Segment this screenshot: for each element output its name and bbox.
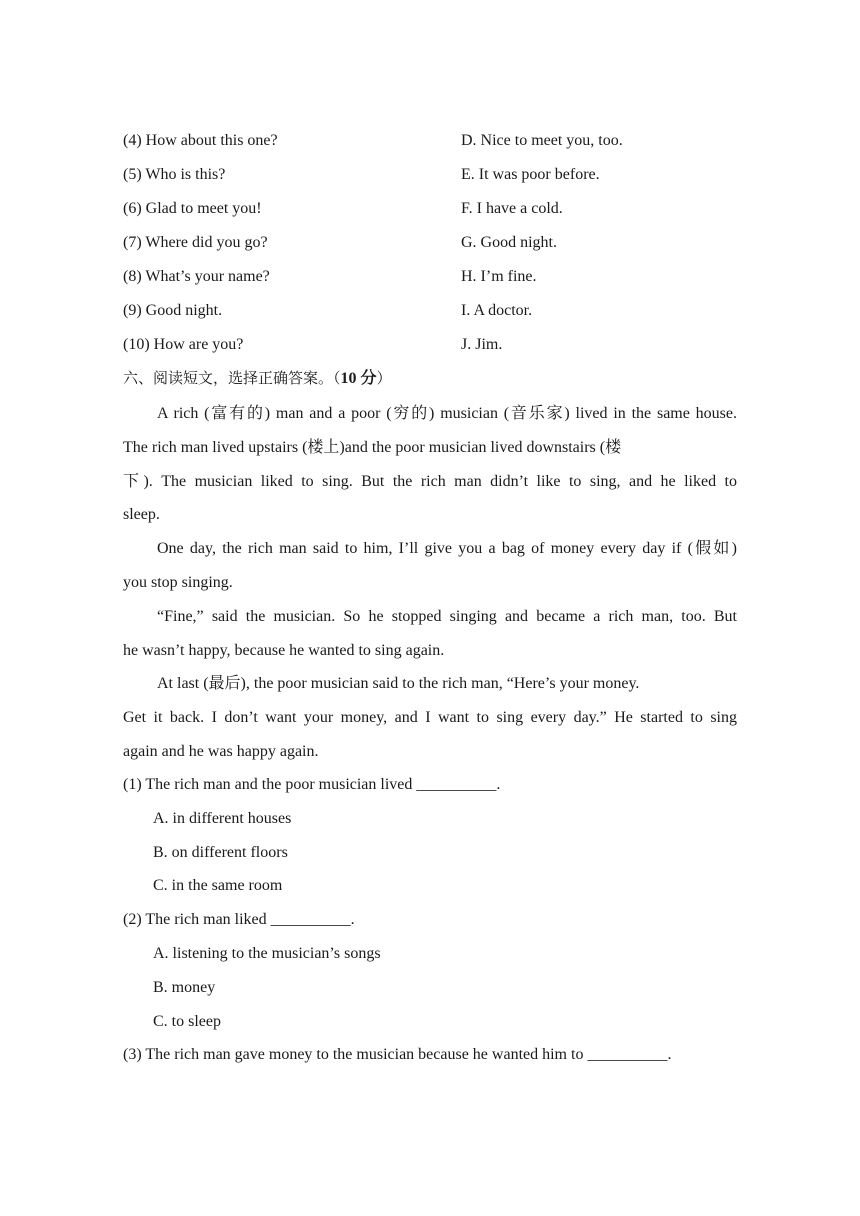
answer-option: F. I have a cold. <box>461 200 563 217</box>
question-item: (8) What’s your name? <box>123 268 270 285</box>
paragraph <box>123 532 737 600</box>
passage-line: again and he was happy again. <box>123 742 319 760</box>
matching-row <box>123 127 743 161</box>
question-item: (4) How about this one? <box>123 132 278 149</box>
choice-option: B. money <box>153 978 216 996</box>
question-item: (9) Good night. <box>123 302 223 319</box>
question-stem: (3) The rich man gave money to the musician because he wanted him to __________. <box>123 1046 672 1064</box>
choice-option: B. on different floors <box>153 843 288 861</box>
matching-row <box>123 263 743 297</box>
question-item: (6) Glad to meet you! <box>123 200 262 217</box>
choice-option: A. listening to the musician’s songs <box>153 944 381 962</box>
matching-row <box>123 195 743 229</box>
matching-row <box>123 297 743 331</box>
section-score: 10 分 <box>340 370 377 387</box>
question-item: (7) Where did you go? <box>123 234 268 251</box>
question-item: (10) How are you? <box>123 336 244 353</box>
section-heading-text: 六、阅读短文，选择正确答案。（ <box>123 369 341 387</box>
matching-row <box>123 229 743 263</box>
passage-line: A rich (富有的) man and a poor (穷的) musician (音乐家) lived in the same house. <box>157 405 737 422</box>
question-stem: (1) The rich man and the poor musician lived __________. <box>123 776 501 793</box>
passage-line: he wasn’t happy, because he wanted to sing again. <box>123 641 445 659</box>
answer-option: H. I’m fine. <box>461 268 537 285</box>
passage-line: you stop singing. <box>123 573 233 591</box>
matching-row <box>123 331 743 365</box>
section-heading <box>123 364 392 393</box>
section-heading-end: ） <box>376 369 392 387</box>
question-item: (5) Who is this? <box>123 166 226 183</box>
answer-option: J. Jim. <box>461 336 503 353</box>
passage-line: At last (最后), the poor musician said to the rich man, “Here’s your money. <box>157 675 640 693</box>
choice-option: A. in different houses <box>153 809 292 827</box>
passage-line: Get it back. I don’t want your money, and I want to sing every day.” He started to sing <box>123 709 737 727</box>
choice-option: C. to sleep <box>153 1012 221 1030</box>
passage-line: “Fine,” said the musician. So he stopped singing and became a rich man, too. But <box>157 607 737 625</box>
answer-option: E. It was poor before. <box>461 166 600 183</box>
paragraph <box>123 600 737 668</box>
paragraph <box>123 397 737 532</box>
answer-option: G. Good night. <box>461 234 557 251</box>
matching-exercise <box>123 127 743 365</box>
question-stem: (2) The rich man liked __________. <box>123 911 355 929</box>
choice-option: C. in the same room <box>153 877 283 895</box>
answer-option: D. Nice to meet you, too. <box>461 132 623 149</box>
passage-line: The rich man lived upstairs (楼上)and the poor musician lived downstairs (楼 <box>123 438 622 456</box>
paragraph <box>123 667 737 768</box>
passage-line: sleep. <box>123 506 160 524</box>
passage-line: 下). The musician liked to sing. But the rich man didn’t like to sing, and he liked to <box>123 472 737 490</box>
passage-line: One day, the rich man said to him, I’ll give you a bag of money every day if (假如) <box>157 540 737 558</box>
question-list <box>123 768 743 1072</box>
matching-row <box>123 161 743 195</box>
answer-option: I. A doctor. <box>461 302 533 319</box>
reading-passage <box>123 397 737 769</box>
